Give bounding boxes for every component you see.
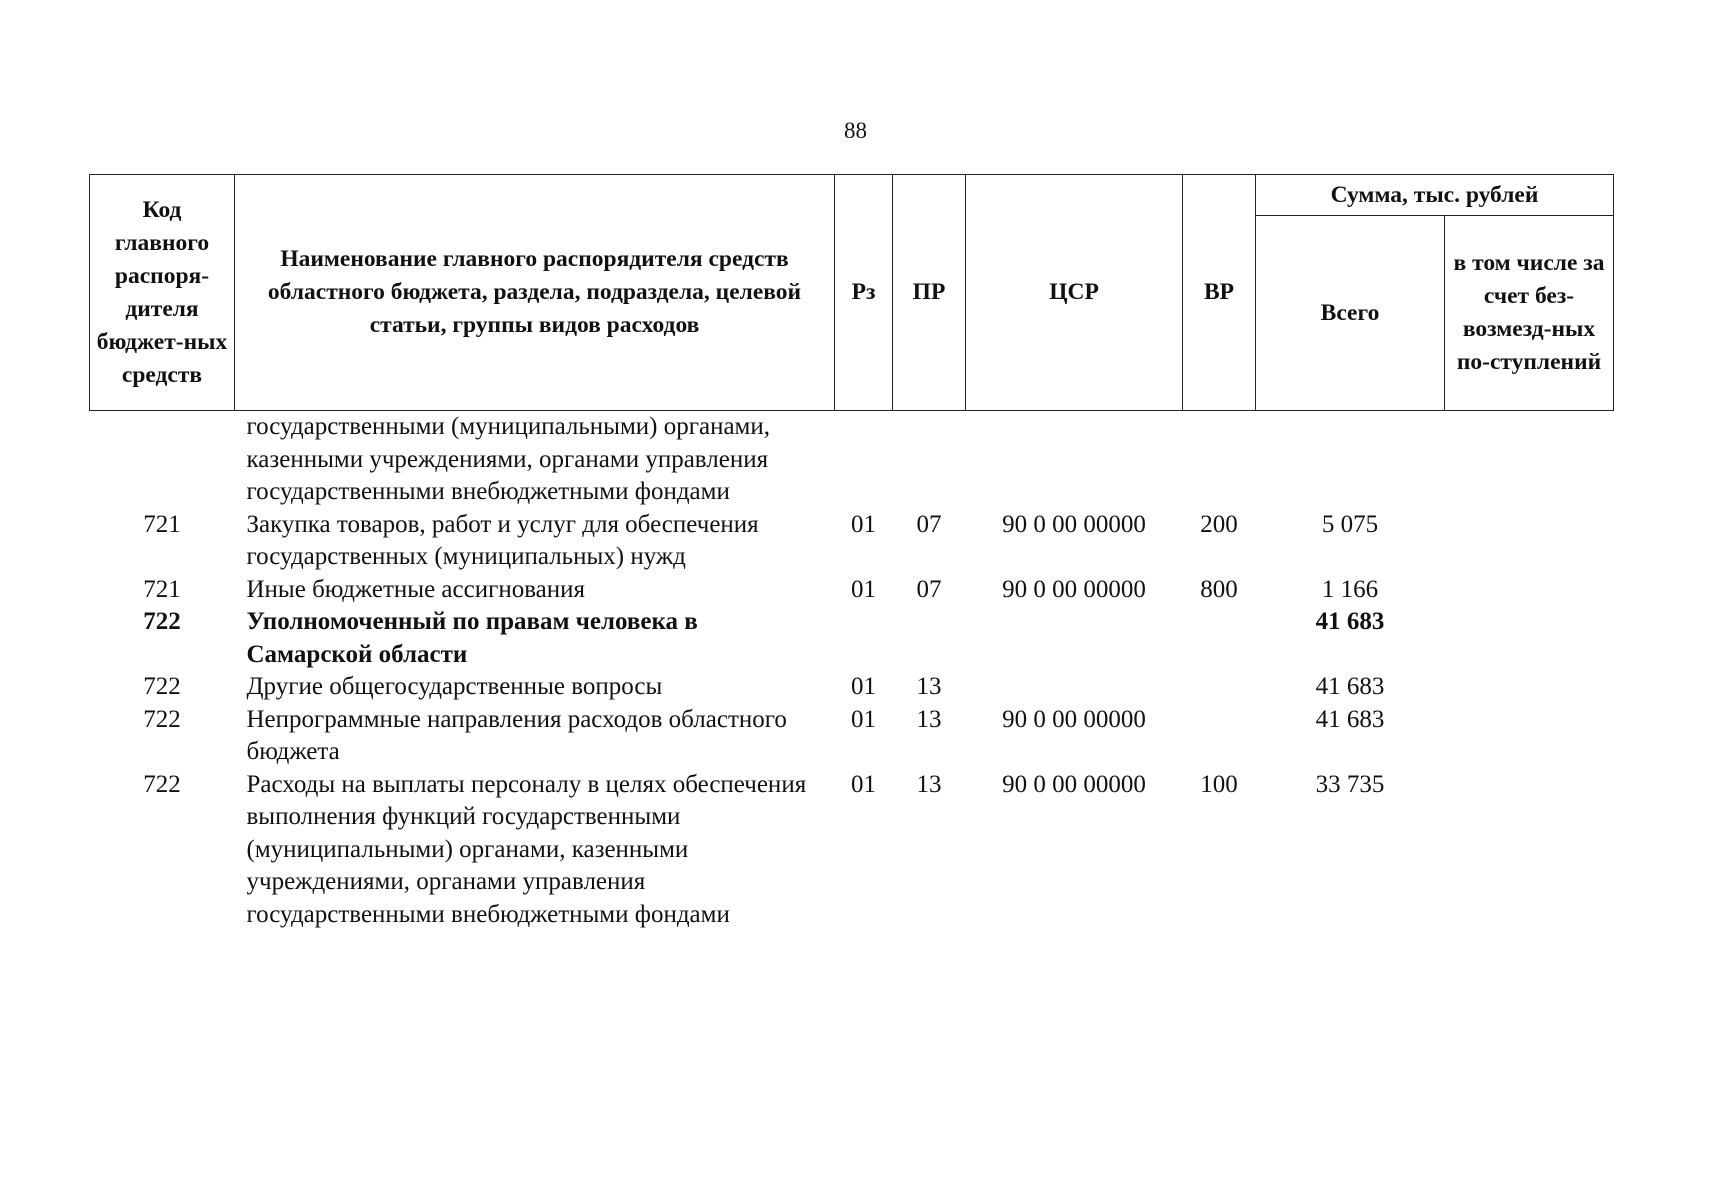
cell-rz: 01 (851, 575, 876, 603)
cell-total: 33 735 (1315, 770, 1385, 798)
header-code: Код главного распоря-дителя бюджет-ных средств (90, 175, 235, 411)
cell-csr (966, 671, 1183, 704)
cell-name: государственными (муниципальными) органами, казенными учреждениями, органами управления государственными внебюджетными фондами (246, 413, 770, 505)
cell-name: Уполномоченный по правам человека в Самарской области (246, 608, 698, 668)
cell-pr: 13 (916, 705, 942, 733)
cell-code: 722 (143, 608, 181, 635)
table-row (90, 606, 1614, 671)
cell-name: Непрограммные направления расходов областного бюджета (246, 705, 787, 765)
cell-total: 41 683 (1315, 705, 1385, 733)
table-row (90, 411, 1614, 509)
cell-vr: 200 (1200, 510, 1238, 538)
table-row (90, 574, 1614, 607)
cell-name: Другие общегосударственные вопросы (246, 673, 663, 700)
cell-code: 722 (143, 673, 181, 700)
cell-pr (893, 606, 966, 671)
cell-csr (966, 606, 1183, 671)
header-total: Всего (1256, 216, 1445, 411)
cell-vr: 100 (1200, 770, 1238, 798)
header-sum: Сумма, тыс. рублей (1256, 175, 1614, 216)
table-body (90, 411, 1614, 932)
page-number: 88 (844, 118, 867, 143)
cell-code: 721 (143, 510, 181, 538)
header-rz: Рз (835, 175, 893, 411)
header-pr: ПР (893, 175, 966, 411)
cell-rz: 01 (851, 673, 876, 700)
cell-name: Закупка товаров, работ и услуг для обеспечения государственных (муниципальных) нужд (246, 510, 759, 570)
cell-pr (893, 411, 966, 509)
header-grants: в том числе за счет без-возмезд-ных по-ступлений (1445, 216, 1614, 411)
cell-vr (1183, 411, 1256, 509)
cell-grants (1445, 574, 1614, 607)
cell-code: 721 (143, 575, 181, 603)
cell-rz: 01 (851, 705, 876, 733)
table-row (90, 509, 1614, 574)
budget-table (89, 174, 1614, 931)
cell-vr: 800 (1200, 575, 1238, 603)
table-row (90, 769, 1614, 932)
header-name: Наименование главного распорядителя средств областного бюджета, раздела, подраздела, целевой статьи, группы видов расходов (235, 175, 835, 411)
table-header (90, 175, 1614, 411)
cell-total (1256, 411, 1445, 509)
cell-pr: 07 (916, 510, 942, 538)
cell-grants (1445, 606, 1614, 671)
cell-pr: 13 (916, 770, 942, 798)
cell-code: 722 (143, 770, 181, 798)
table-row (90, 704, 1614, 769)
cell-total: 5 075 (1321, 510, 1379, 538)
cell-rz (835, 411, 893, 509)
cell-csr: 90 0 00 00000 (1002, 575, 1146, 603)
cell-name: Иные бюджетные ассигнования (246, 575, 586, 603)
cell-grants (1445, 411, 1614, 509)
cell-grants (1445, 769, 1614, 932)
header-csr: ЦСР (966, 175, 1183, 411)
cell-pr: 07 (916, 575, 942, 603)
cell-rz: 01 (851, 510, 876, 538)
cell-total: 41 683 (1315, 608, 1385, 635)
cell-csr: 90 0 00 00000 (1002, 770, 1146, 798)
cell-code: 722 (143, 705, 181, 733)
header-vr: ВР (1183, 175, 1256, 411)
cell-csr: 90 0 00 00000 (1002, 510, 1146, 538)
cell-csr: 90 0 00 00000 (1002, 705, 1146, 733)
cell-vr (1183, 704, 1256, 769)
cell-rz (835, 606, 893, 671)
cell-grants (1445, 704, 1614, 769)
cell-vr (1183, 606, 1256, 671)
table-row (90, 671, 1614, 704)
cell-code (90, 411, 235, 509)
cell-pr: 13 (916, 673, 942, 700)
cell-grants (1445, 671, 1614, 704)
cell-csr (966, 411, 1183, 509)
cell-grants (1445, 509, 1614, 574)
cell-total: 41 683 (1315, 673, 1385, 700)
cell-vr (1183, 671, 1256, 704)
cell-total: 1 166 (1321, 575, 1379, 603)
cell-name: Расходы на выплаты персоналу в целях обеспечения выполнения функций государственными (муниципальными) органами, казенными учреждениями, органами управления государственными внебюджетными фондами (246, 770, 807, 928)
cell-rz: 01 (851, 770, 876, 798)
